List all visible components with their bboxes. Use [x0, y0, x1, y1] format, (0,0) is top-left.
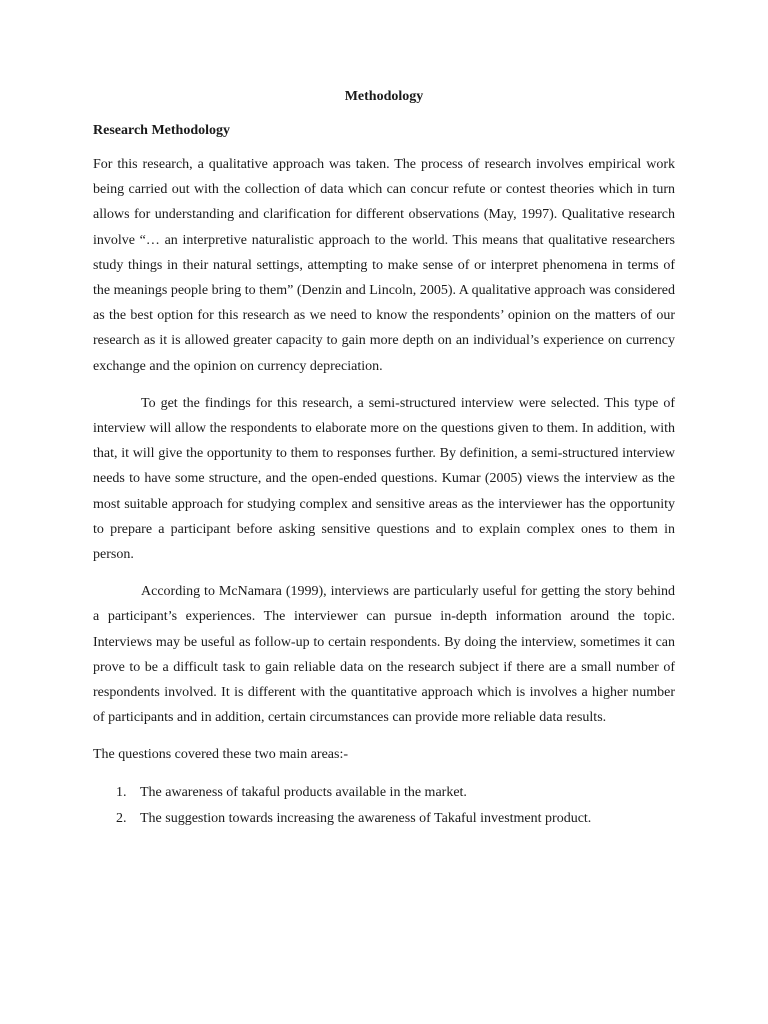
paragraph-3: According to McNamara (1999), interviews are particularly useful for getting the story behind a participant’s experiences. The interviewer can pursue in-depth information around the topic. Interviews may be useful as follow-up to certain respondents. By doing the interview, sometimes it can prove to be a difficult task to gain reliable data on the research subject if there are a small number of respondents involved. It is different with the quantitative approach which is involves a higher number of participants and in addition, certain circumstances can provide more reliable data results.	[93, 584, 675, 726]
paragraph-2: To get the findings for this research, a semi-structured interview were selected. This type of interview will allow the respondents to elaborate more on the questions given to them. In addition, with that, it will give the opportunity to them to responses further. By definition, a semi-structured interview needs to have some structure, and the open-ended questions. Kumar (2005) views the interview as the most suitable approach for studying complex and sensitive areas as the interviewer has the opportunity to prepare a participant before asking sensitive questions and to explain complex ones to them in person.	[93, 395, 675, 563]
list-item-text: The suggestion towards increasing the awareness of Takaful investment product.	[140, 810, 592, 826]
section-heading: Research Methodology	[93, 123, 230, 138]
list-item	[93, 780, 675, 806]
page-title: Methodology	[344, 89, 424, 104]
document-page	[93, 84, 675, 832]
paragraph-4: The questions covered these two main areas:-	[93, 747, 349, 763]
list-item-number: 2.	[116, 810, 127, 826]
list-item-number: 1.	[116, 784, 127, 800]
numbered-list	[93, 780, 675, 832]
list-item-text: The awareness of takaful products available in the market.	[140, 784, 467, 800]
list-item	[93, 806, 675, 832]
paragraph-1: For this research, a qualitative approach was taken. The process of research involves empirical work being carried out with the collection of data which can concur refute or contest theories which in turn allows for understanding and clarification for different observations (May, 1997). Qualitative research involve “… an interpretive naturalistic approach to the world. This means that qualitative researchers study things in their natural settings, attempting to make sense of or interpret phenomena in terms of the meanings people bring to them” (Denzin and Lincoln, 2005). A qualitative approach was considered as the best option for this research as we need to know the respondents’ opinion on the matters of our research as it is allowed greater capacity to gain more depth on an individual’s experience on currency exchange and the opinion on currency depreciation.	[93, 157, 675, 374]
